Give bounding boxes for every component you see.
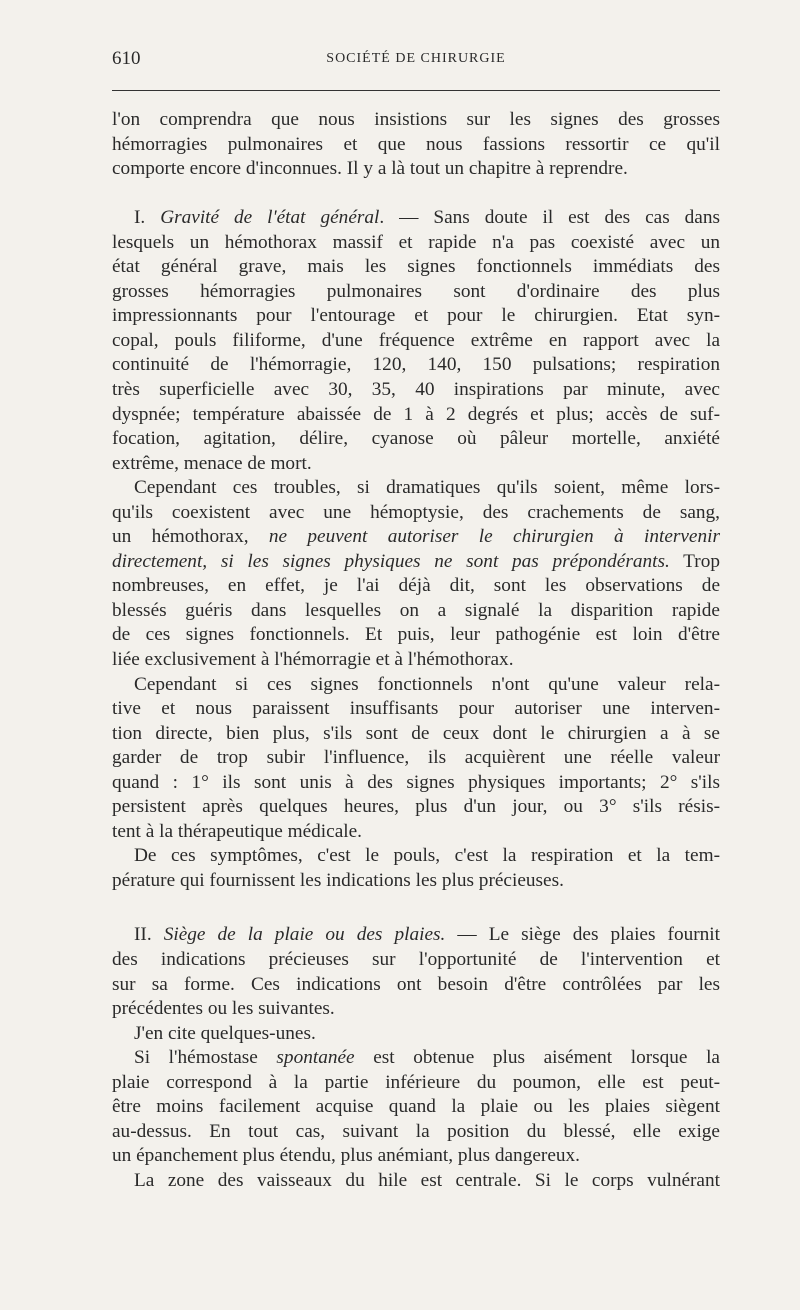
text: liée exclusivement à l'hémorragie et à l'hémothorax. xyxy=(112,648,514,670)
text-line xyxy=(112,378,720,403)
text-line xyxy=(112,844,720,869)
paragraph xyxy=(112,206,720,476)
text: sur sa forme. Ces indications ont besoin d'être contrôlées par les xyxy=(112,973,720,995)
body-text xyxy=(112,108,720,1193)
text-line xyxy=(112,997,720,1022)
text: très superficielle avec 30, 35, 40 inspirations par minute, avec xyxy=(112,378,720,400)
text: lesquels un hémothorax massif et rapide n'a pas coexisté avec un xyxy=(112,231,720,253)
header-rule xyxy=(112,90,720,91)
text: Cependant ces troubles, si dramatiques qu'ils soient, même lors- xyxy=(134,477,720,499)
text: de ces signes fonctionnels. Et puis, leur pathogénie est loin d'être xyxy=(112,624,720,646)
text: état général grave, mais les signes fonctionnels immédiats des xyxy=(112,256,720,278)
text-line xyxy=(112,722,720,747)
text-line xyxy=(112,329,720,354)
italic-text: Gravité de l'état général xyxy=(160,207,380,229)
text: continuité de l'hémorragie, 120, 140, 150 pulsations; respiration xyxy=(112,354,720,376)
text-line xyxy=(112,108,720,133)
text-line xyxy=(112,231,720,256)
paragraph xyxy=(112,476,720,672)
text: I. xyxy=(134,207,161,229)
text-line xyxy=(112,1120,720,1145)
text: est obtenue plus aisément lorsque la xyxy=(354,1047,720,1069)
text-line xyxy=(112,746,720,771)
text-line xyxy=(112,550,720,575)
text-line xyxy=(112,427,720,452)
text-line xyxy=(112,525,720,550)
text-line xyxy=(112,280,720,305)
text: tion directe, bien plus, s'ils sont de ceux dont le chirurgien a à se xyxy=(112,722,720,744)
text: extrême, menace de mort. xyxy=(112,452,312,474)
text-line xyxy=(112,771,720,796)
text: un épanchement plus étendu, plus anémiant, plus dangereux. xyxy=(112,1145,580,1167)
text: impressionnants pour l'entourage et pour le chirurgien. Etat syn- xyxy=(112,305,720,327)
text: Cependant si ces signes fonctionnels n'ont qu'une valeur rela- xyxy=(134,673,720,695)
text: garder de trop subir l'influence, ils acquièrent une réelle valeur xyxy=(112,747,720,769)
text: dyspnée; température abaissée de 1 à 2 degrés et plus; accès de suf- xyxy=(112,403,720,425)
text-line xyxy=(112,1071,720,1096)
text-line xyxy=(112,973,720,998)
text: précédentes ou les suivantes. xyxy=(112,998,335,1020)
paragraph xyxy=(112,1169,720,1194)
text-line xyxy=(112,1095,720,1120)
section xyxy=(112,206,720,893)
text: — Le siège des plaies fournit xyxy=(445,924,721,946)
text-line xyxy=(112,1022,720,1047)
text: . — Sans doute il est des cas dans xyxy=(379,207,720,229)
text: II. xyxy=(134,924,164,946)
text-line xyxy=(112,574,720,599)
text: Si l'hémostase xyxy=(134,1047,277,1069)
italic-text: ne peuvent autoriser le chirurgien à intervenir xyxy=(268,526,720,548)
paragraph xyxy=(112,108,720,182)
page-header xyxy=(112,48,720,78)
text: Trop xyxy=(669,550,720,572)
text-line xyxy=(112,403,720,428)
text-line xyxy=(112,206,720,231)
section xyxy=(112,108,720,182)
paragraph xyxy=(112,923,720,1021)
text-line xyxy=(112,869,720,894)
text-line xyxy=(112,133,720,158)
text: comporte encore d'inconnues. Il y a là tout un chapitre à reprendre. xyxy=(112,158,628,180)
text: plaie correspond à la partie inférieure du poumon, elle est peut- xyxy=(112,1071,720,1093)
italic-text: directement, si les signes physiques ne sont pas prépondérants. xyxy=(112,550,670,572)
italic-text: spontanée xyxy=(276,1047,355,1069)
text-line xyxy=(112,255,720,280)
section xyxy=(112,923,720,1193)
text-line xyxy=(112,673,720,698)
text: des indications précieuses sur l'opportunité de l'intervention et xyxy=(112,949,720,970)
text-line xyxy=(112,697,720,722)
text: persistent après quelques heures, plus d'un jour, ou 3° s'ils résis- xyxy=(112,796,720,818)
text-line xyxy=(112,501,720,526)
text-line xyxy=(112,1144,720,1169)
text: focation, agitation, délire, cyanose où pâleur mortelle, anxiété xyxy=(112,428,720,450)
text-line xyxy=(112,599,720,624)
paragraph xyxy=(112,1022,720,1047)
text: pérature qui fournissent les indications les plus précieuses. xyxy=(112,869,564,891)
text: au-dessus. En tout cas, suivant la position du blessé, elle exige xyxy=(112,1120,720,1142)
italic-text: Siège de la plaie ou des plaies. xyxy=(163,924,446,946)
text-line xyxy=(112,648,720,673)
paragraph xyxy=(112,673,720,845)
text: J'en cite quelques-unes. xyxy=(134,1022,316,1044)
text: La zone des vaisseaux du hile est centrale. Si le corps vulnérant xyxy=(134,1169,720,1191)
text: hémorragies pulmonaires et que nous fassions ressortir ce qu'il xyxy=(112,133,720,155)
text-line xyxy=(112,1046,720,1071)
text-line xyxy=(112,476,720,501)
text-line xyxy=(112,623,720,648)
text: être moins facilement acquise quand la plaie ou les plaies siègent xyxy=(112,1096,720,1118)
text: tent à la thérapeutique médicale. xyxy=(112,820,362,842)
text: blessés guéris dans lesquelles on a signalé la disparition rapide xyxy=(112,599,720,621)
running-title: SOCIÉTÉ DE CHIRURGIE xyxy=(326,51,506,66)
text-line xyxy=(112,157,720,182)
text: grosses hémorragies pulmonaires sont d'ordinaire des plus xyxy=(112,280,720,302)
text: copal, pouls filiforme, d'une fréquence extrême en rapport avec la xyxy=(112,329,720,351)
text: De ces symptômes, c'est le pouls, c'est la respiration et la tem- xyxy=(134,845,720,867)
text: l'on comprendra que nous insistions sur les signes des grosses xyxy=(112,109,720,130)
text: un hémothorax, xyxy=(112,526,269,548)
text: nombreuses, en effet, je l'ai déjà dit, sont les observations de xyxy=(112,575,720,597)
text-line xyxy=(112,353,720,378)
text: quand : 1° ils sont unis à des signes physiques importants; 2° s'ils xyxy=(112,771,720,793)
text: tive et nous paraissent insuffisants pour autoriser une interven- xyxy=(112,698,720,720)
paragraph xyxy=(112,1046,720,1169)
page-number: 610 xyxy=(112,48,141,69)
text-line xyxy=(112,452,720,477)
text-line xyxy=(112,795,720,820)
paragraph xyxy=(112,844,720,893)
text: qu'ils coexistent avec une hémoptysie, des crachements de sang, xyxy=(112,501,720,523)
text-line xyxy=(112,948,720,973)
text-line xyxy=(112,1169,720,1194)
text-line xyxy=(112,304,720,329)
text-line xyxy=(112,923,720,948)
text-line xyxy=(112,820,720,845)
